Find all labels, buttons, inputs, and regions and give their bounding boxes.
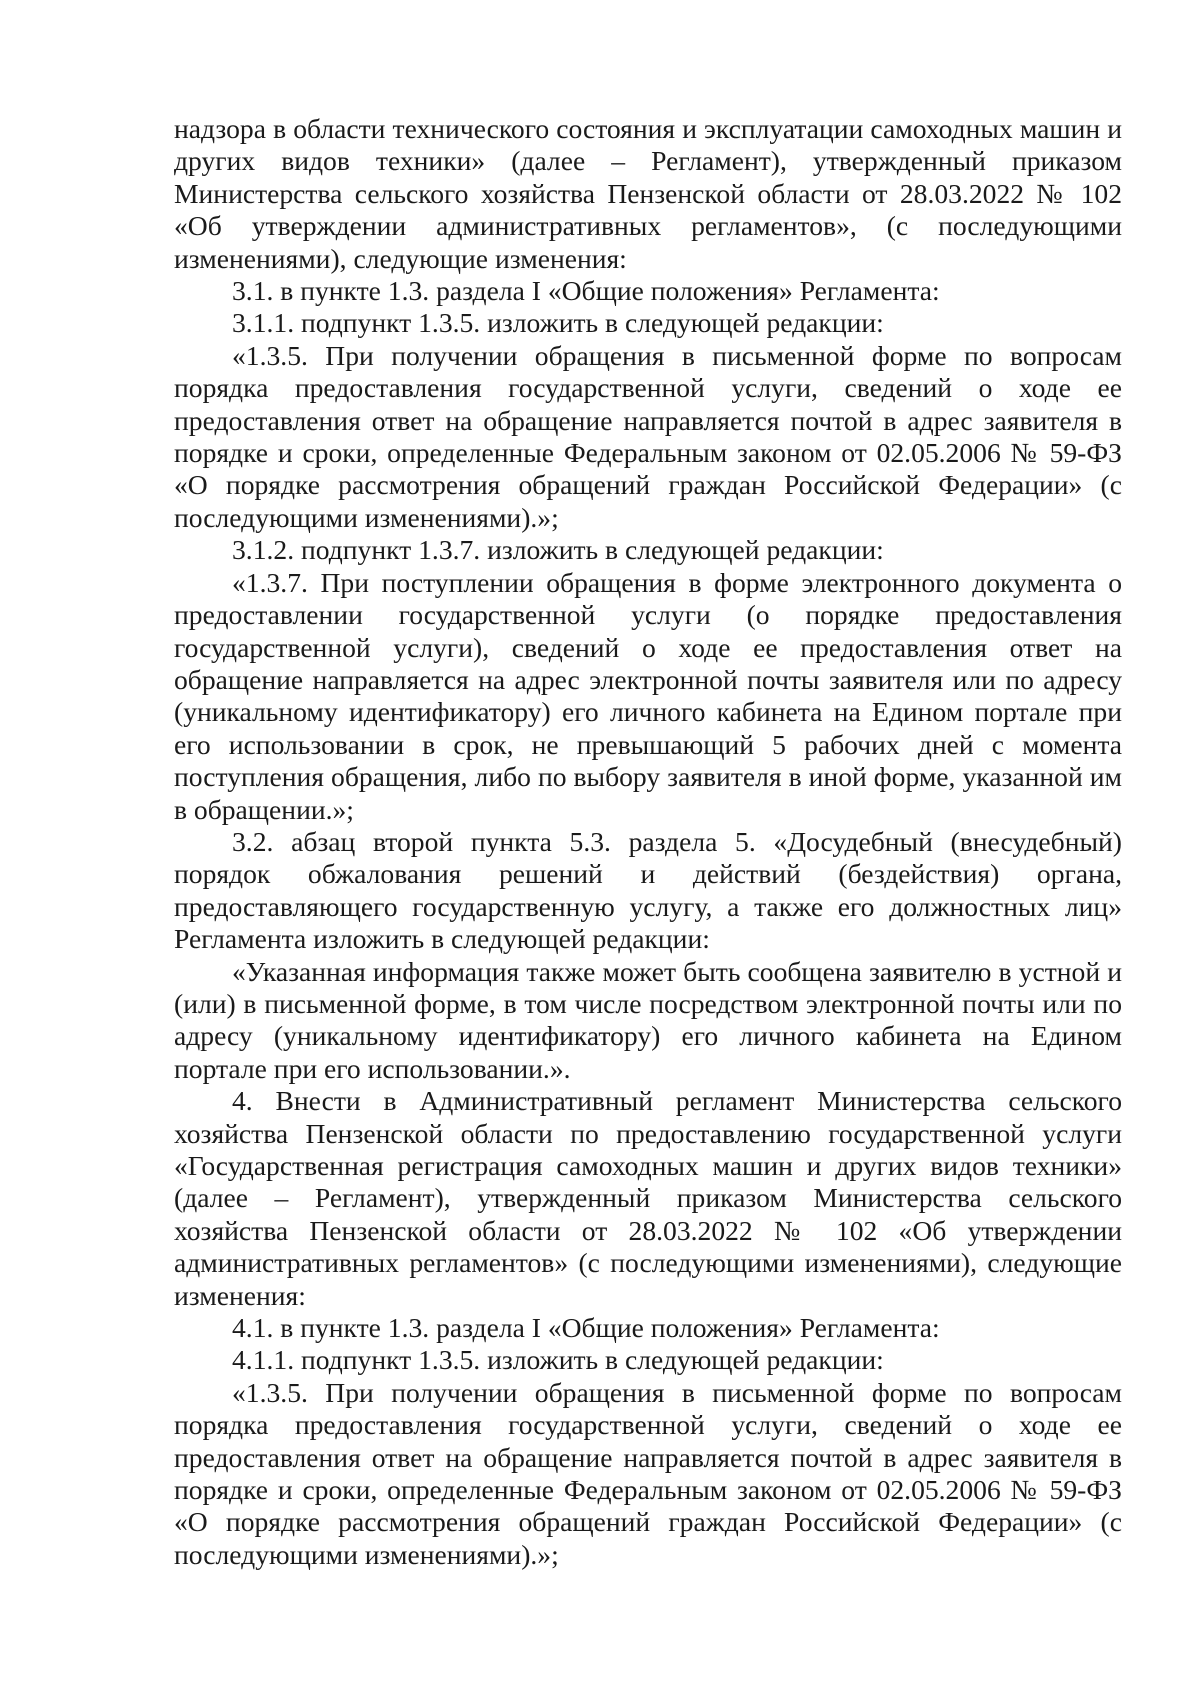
document-body [174, 113, 1122, 1571]
paragraph-3-1: 3.1. в пункте 1.3. раздела I «Общие положения» Регламента: [232, 275, 940, 307]
paragraph-4-1: 4.1. в пункте 1.3. раздела I «Общие положения» Регламента: [232, 1312, 940, 1344]
paragraph-3-1-2: 3.1.2. подпункт 1.3.7. изложить в следующей редакции: [232, 534, 884, 566]
paragraph-4-1-1: 4.1.1. подпункт 1.3.5. изложить в следующей редакции: [232, 1344, 884, 1376]
paragraph-1-3-5-text-repeat: «1.3.5. При получении обращения в письменной форме по вопросам порядка предоставления государственной услуги, сведений о ходе ее предоставления ответ на обращение направляется почтой в адрес заявителя в порядке и сроки, определенные Федеральным законом от 02.05.2006 № 59-ФЗ «О порядке рассмотрения обращений граждан Российской Федерации» (с последующими изменениями).»; [174, 1376, 1122, 1570]
paragraph-1-3-5-text: «1.3.5. При получении обращения в письменной форме по вопросам порядка предоставления государственной услуги, сведений о ходе ее предоставления ответ на обращение направляется почтой в адрес заявителя в порядке и сроки, определенные Федеральным законом от 02.05.2006 № 59-ФЗ «О порядке рассмотрения обращений граждан Российской Федерации» (с последующими изменениями).»; [174, 339, 1122, 533]
paragraph-5-3-text: «Указанная информация также может быть сообщена заявителю в устной и (или) в письменной форме, в том числе посредством электронной почты или по адресу (уникальному идентификатору) его личного кабинета на Едином портале при его использовании.». [174, 955, 1122, 1084]
paragraph-3-1-1: 3.1.1. подпункт 1.3.5. изложить в следующей редакции: [232, 307, 884, 339]
paragraph-4: 4. Внести в Административный регламент Министерства сельского хозяйства Пензенской области по предоставлению государственной услуги «Государственная регистрация самоходных машин и других видов техники» (далее – Регламент), утвержденный приказом Министерства сельского хозяйства Пензенской области от 28.03.2022 № 102 «Об утверждении административных регламентов» (с последующими изменениями), следующие изменения: [174, 1085, 1122, 1311]
paragraph-3-2: 3.2. абзац второй пункта 5.3. раздела 5. «Досудебный (внесудебный) порядок обжалования решений и действий (бездействия) органа, предоставляющего государственную услугу, а также его должностных лиц» Регламента изложить в следующей редакции: [174, 825, 1122, 955]
paragraph-1-3-7-text: «1.3.7. При поступлении обращения в форме электронного документа о предоставлении государственной услуги (о порядке предоставления государственной услуги), сведений о ходе ее предоставления ответ на обращение направляется на адрес электронной почты заявителя или по адресу (уникальному идентификатору) его личного кабинета на Едином портале при его использовании в срок, не превышающий 5 рабочих дней с момента поступления обращения, либо по выбору заявителя в иной форме, указанной им в обращении.»; [174, 566, 1122, 825]
paragraph-continuation: надзора в области технического состояния и эксплуатации самоходных машин и других видов техники» (далее – Регламент), утвержденный приказом Министерства сельского хозяйства Пензенской области от 28.03.2022 № 102 «Об утверждении административных регламентов», (с последующими изменениями), следующие изменения: [174, 113, 1122, 274]
